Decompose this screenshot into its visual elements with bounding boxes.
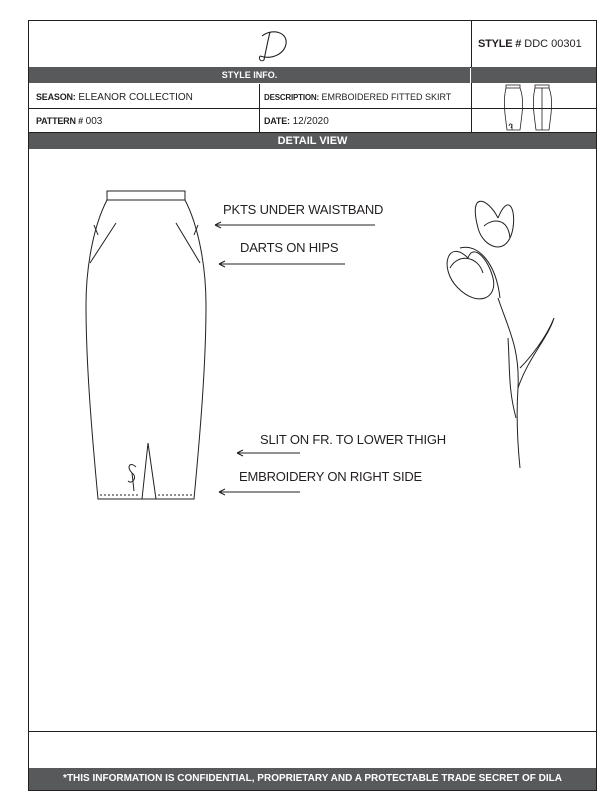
note-darts: DARTS ON HIPS [240,240,339,255]
date-field [264,115,329,128]
embroidery-motif [128,465,136,491]
note-slit: SLIT ON FR. TO LOWER THIGH [260,432,446,447]
left-pocket [90,223,116,263]
season-field [36,91,193,104]
season-value: ELEANOR COLLECTION [78,92,193,103]
note-embroidery: EMBROIDERY ON RIGHT SIDE [239,469,423,484]
logo-d-icon [252,26,296,64]
season-label: SEASON: [36,92,76,102]
footer-bar [29,768,596,806]
detail-view-bar [29,133,596,149]
divider [259,84,260,132]
divider [29,731,596,732]
tulip-illustration [438,188,558,473]
pattern-label: PATTERN # [36,116,83,126]
style-number [478,38,582,50]
description-field [264,91,451,104]
pattern-value: 003 [85,116,103,127]
style-info-title: STYLE INFO. [221,70,278,80]
style-info-bar [29,67,470,83]
skirt-thumbnail-sketch [500,84,562,134]
waistband [107,191,185,200]
skirt-right-outline [156,200,206,499]
detail-view-title: DETAIL VIEW [277,135,348,147]
style-label: STYLE # [478,38,522,50]
description-label: DESCRIPTION: [264,93,319,102]
style-info-bar-right [471,67,596,83]
style-value: DDC 00301 [524,38,582,50]
brand-logo [252,26,296,64]
date-value: 12/2020 [292,116,329,127]
skirt-left-outline [86,200,156,499]
description-value: EMRBOIDERED FITTED SKIRT [321,92,452,102]
pattern-field [36,115,102,128]
callout-arrows [205,215,365,495]
date-label: DATE: [264,116,290,126]
footer-text: *THIS INFORMATION IS CONFIDENTIAL, PROPRIETARY AND A PROTECTABLE TRADE SECRET OF DILA DESIGNS.CO* [63,773,562,806]
skirt-technical-drawing [80,185,220,505]
note-pockets: PKTS UNDER WAISTBAND [223,202,384,217]
